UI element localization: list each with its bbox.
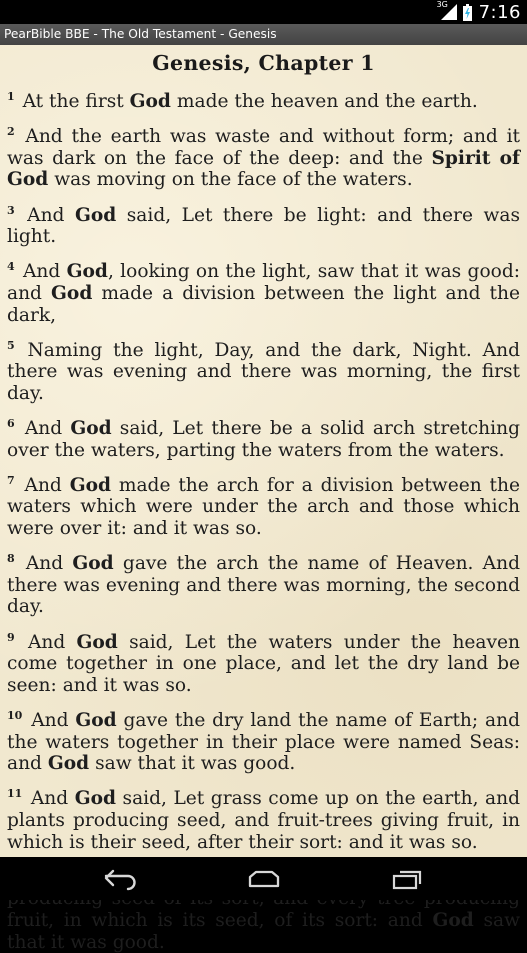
back-button[interactable] — [91, 863, 151, 895]
verse-2[interactable] — [7, 126, 520, 191]
divine-name-text: Spirit of God — [7, 147, 520, 191]
verse-text: And — [23, 261, 67, 283]
chapter-title: Genesis, Chapter 1 — [152, 51, 375, 75]
verse-6[interactable] — [7, 418, 520, 461]
verse-1[interactable] — [7, 91, 520, 113]
divine-name-text: God — [76, 631, 118, 653]
system-nav-bar — [0, 857, 527, 900]
verse-number: 9 — [7, 630, 15, 644]
verse-text: said, Let there be light: and there was light. — [7, 204, 520, 248]
verse-text: And — [24, 418, 71, 440]
home-button[interactable] — [234, 863, 294, 895]
verse-text: Naming the light, Day, and the dark, Night. And there was evening and there was morning, the first day. — [7, 339, 520, 404]
back-arrow-icon — [104, 869, 138, 889]
verse-text: And — [31, 710, 76, 731]
verse-number: 3 — [7, 203, 15, 217]
home-icon — [247, 869, 281, 889]
status-clock: 7:16 — [478, 1, 521, 23]
verse-3[interactable] — [7, 205, 520, 248]
verse-list — [0, 91, 527, 953]
verse-7[interactable] — [7, 475, 520, 540]
verse-number: 8 — [7, 552, 15, 566]
recent-apps-button[interactable] — [377, 863, 437, 895]
verse-text: And — [27, 631, 77, 653]
divine-name-text: God — [51, 282, 93, 304]
verse-text: made the arch for a division between the waters which were under the arch and those which were over it: and it was so. — [7, 474, 520, 540]
recent-apps-icon — [390, 868, 424, 890]
verse-text: gave the arch the name of Heaven. And there was evening and there was morning, the second day. — [7, 553, 520, 618]
verse-number: 5 — [7, 338, 15, 352]
verse-text: , looking on the light, saw that it was good: and — [7, 261, 520, 304]
verse-text: was moving on the face of the waters. — [48, 169, 413, 191]
divine-name-text: God — [70, 418, 112, 440]
divine-name-text: God — [47, 753, 90, 775]
verse-number: 7 — [7, 473, 15, 487]
verse-text: And — [25, 553, 73, 575]
divine-name-text: God — [129, 91, 171, 112]
divine-name-text: God — [66, 261, 108, 283]
battery-icon — [463, 4, 472, 21]
verse-number: 10 — [7, 709, 23, 722]
divine-name-text: God — [74, 788, 116, 810]
verse-text: made a division between the light and the dark, — [7, 282, 520, 326]
verse-number: 4 — [7, 260, 15, 274]
verse-text: said, Let grass come up on the earth, and plants producing seed, and fruit-trees giving fruit, in which is their seed, after their sort: and it was so. — [7, 788, 521, 853]
verse-text: And — [27, 204, 75, 226]
divine-name-text: God — [432, 909, 474, 931]
verse-text: At the first — [22, 91, 130, 112]
verse-text: said, Let the waters under the heaven come together in one place, and let the dry land be seen: and it was so. — [7, 631, 521, 696]
divine-name-text: God — [75, 710, 117, 731]
status-icons — [438, 0, 521, 24]
verse-text: And — [24, 474, 70, 496]
status-bar — [0, 0, 527, 24]
divine-name-text: God — [74, 204, 117, 226]
verse-9[interactable] — [7, 632, 520, 697]
verse-number: 2 — [7, 125, 15, 139]
verse-4[interactable] — [7, 261, 520, 326]
verse-number: 1 — [7, 90, 15, 103]
verse-text: said, Let there be a solid arch stretching over the waters, parting the waters from the waters. — [7, 418, 520, 461]
verse-text: saw that it was good. — [7, 909, 520, 953]
verse-10[interactable] — [7, 710, 520, 775]
verse-5[interactable] — [7, 340, 520, 405]
cell-signal-icon — [436, 0, 458, 21]
verse-number: 6 — [7, 417, 15, 431]
verse-11[interactable] — [7, 788, 520, 853]
app-title: PearBible BBE - The Old Testament - Genesis — [4, 27, 277, 41]
verse-number: 11 — [7, 787, 23, 801]
verse-text: And the earth was waste and without form; and it was dark on the face of the deep: and the — [7, 126, 520, 169]
divine-name-text: God — [72, 553, 114, 575]
network-type-label: 3G — [436, 0, 448, 9]
verse-8[interactable] — [7, 553, 520, 618]
divine-name-text: God — [69, 474, 111, 496]
reading-pane[interactable] — [0, 45, 527, 953]
verse-text: fruit, in which is its seed, of its sort: and — [7, 909, 423, 931]
app-title-bar — [0, 24, 527, 45]
verse-text: gave the dry land the name of Earth; and the waters together in their place were named Seas: and — [7, 710, 520, 775]
verse-text: And — [30, 788, 75, 810]
verse-text: saw that it was good. — [89, 753, 296, 775]
verse-text: made the heaven and the earth. — [170, 91, 478, 112]
